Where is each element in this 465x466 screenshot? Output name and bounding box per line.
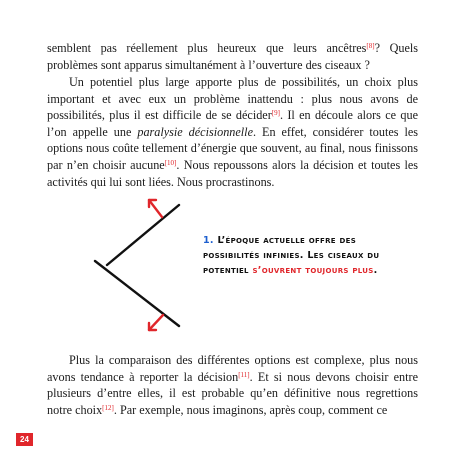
scissors-diagram: [85, 193, 195, 333]
paragraph-3-text: Plus la comparaison des différentes options est complexe, plus nous avons tendance à reporter la décision: [47, 353, 418, 384]
paragraph-1: [47, 40, 418, 73]
figure-number: 1.: [203, 235, 214, 246]
page-number: 24: [16, 433, 33, 446]
figure-caption-text: L’époque actuelle offre des possibilités infinies. Les ciseaux du potentiel: [203, 235, 380, 276]
arrow-up-left-icon: [149, 200, 162, 217]
figure-caption: [203, 233, 383, 278]
paragraph-2-text: . En effet, considérer toutes les options nous coûte tellement d’énergie que souvent, au final, nous finissons par n’en choisir aucune: [47, 124, 418, 172]
paragraph-3-text-end: . Par exemple, nous imaginons, après coup, comment ce: [113, 402, 388, 417]
paragraph-1-text-end: ? Quels problèmes sont apparus simultanément à l’ouverture des ciseaux ?: [47, 41, 419, 72]
arrow-down-left-icon: [149, 315, 163, 330]
citation-12[interactable]: [12]: [102, 403, 114, 412]
citation-10[interactable]: [10]: [164, 158, 177, 167]
paragraph-3-text: . Et si nous devons choisir entre plusieurs d’entre elles, il est probable qu’en définitive nous regrettions notre choix: [47, 369, 418, 417]
paragraph-2-emphasis: paralysie décisionnelle: [137, 124, 253, 139]
paragraph-2-text: . Il en découle alors ce que l’on appelle une: [47, 108, 418, 139]
paragraph-1-text: semblent pas réellement plus heureux que leurs ancêtres: [47, 41, 367, 55]
paragraph-3: [47, 352, 418, 418]
upper-blade-line: [107, 205, 179, 265]
paragraph-2-text-end: . Nous repoussons alors la décision et toutes les activités qui lui sont liées. Nous procrastinons.: [47, 157, 418, 189]
figure-caption-end: .: [373, 265, 378, 276]
paragraph-2: [47, 74, 418, 190]
citation-11[interactable]: [11]: [238, 370, 250, 379]
figure-caption-highlight: s’ouvrent toujours plus: [252, 265, 374, 276]
paragraph-2-text: Un potentiel plus large apporte plus de possibilités, un choix plus important et avec eux un problème inattendu : plus nous avons de possibilités, plus il est difficile de se décider: [47, 75, 418, 123]
citation-8[interactable]: [8]: [366, 42, 375, 50]
lower-blade-line: [95, 261, 179, 326]
citation-9[interactable]: [9]: [271, 109, 280, 118]
